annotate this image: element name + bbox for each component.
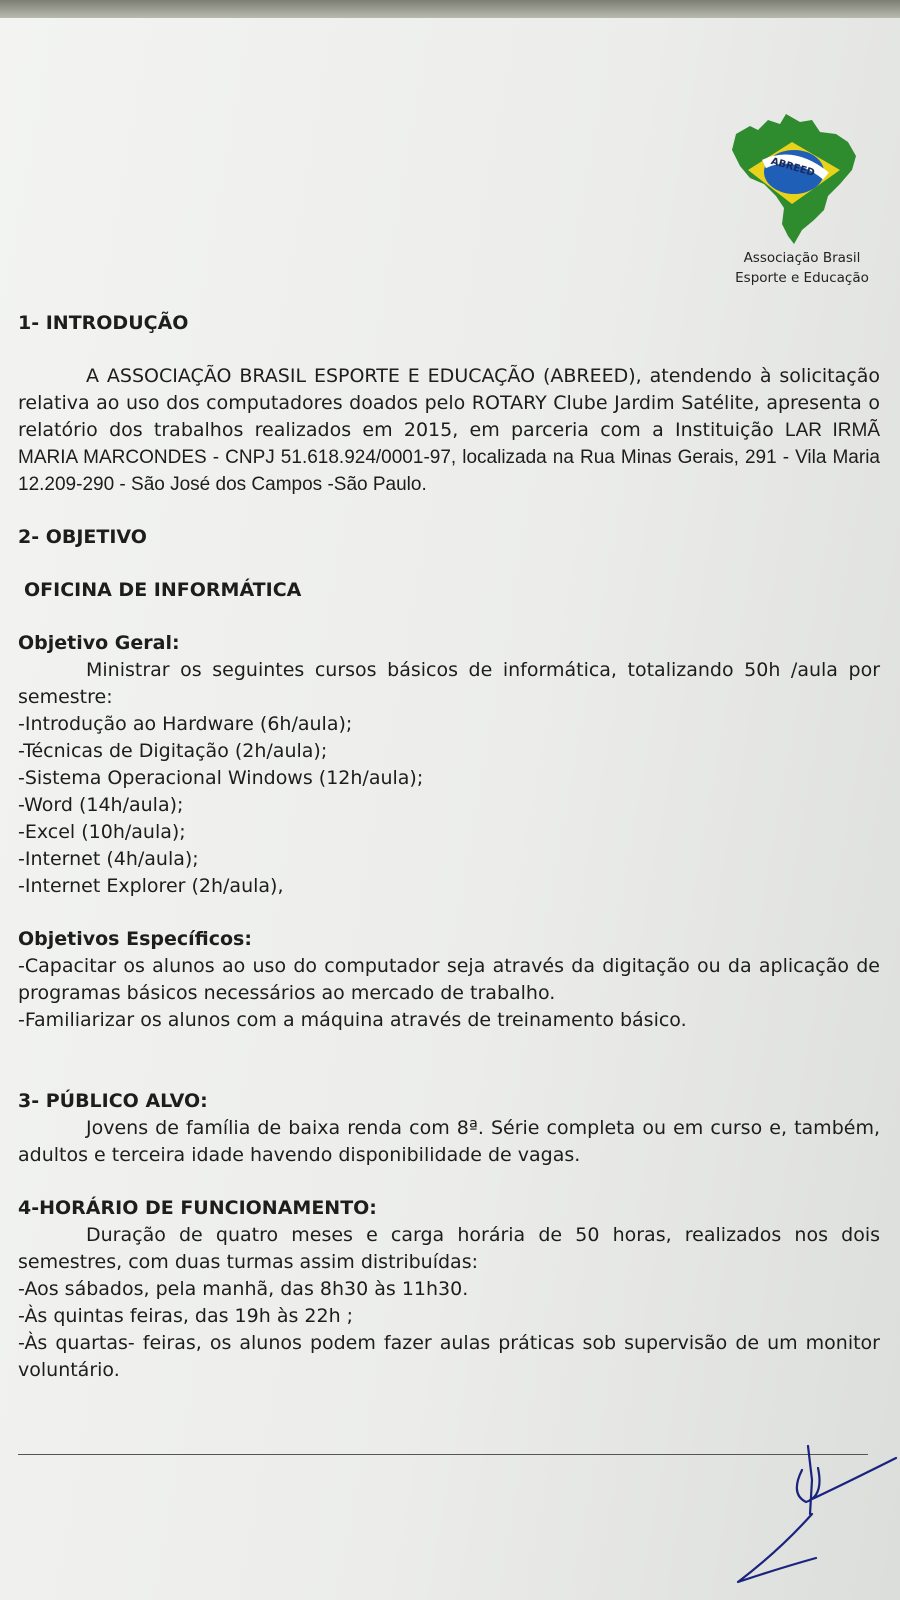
introduction-text-b: LAR IRMÃ MARIA MARCONDES - CNPJ 51.618.924/0001-97, localizada na Rua Minas Gerais, 291 - Vila Maria 12.209-290 - São José dos Campos -São Paulo. (18, 420, 881, 495)
section-audience (18, 1088, 880, 1169)
course-list (18, 711, 880, 900)
section-introduction (18, 310, 880, 498)
schedule-heading: 4-HORÁRIO DE FUNCIONAMENTO: (18, 1197, 377, 1219)
course-item: -Técnicas de Digitação (2h/aula); (18, 740, 328, 762)
logo-caption-line1: Associação Brasil (743, 250, 861, 266)
audience-heading: 3- PÚBLICO ALVO: (18, 1090, 208, 1112)
signature-mark (720, 1440, 900, 1590)
schedule-list (18, 1276, 880, 1384)
course-item: -Word (14h/aula); (18, 794, 184, 816)
objective-heading: 2- OBJETIVO (18, 526, 147, 548)
course-item: -Internet Explorer (2h/aula), (18, 875, 284, 897)
spacer (18, 1034, 880, 1088)
introduction-text-a: A ASSOCIAÇÃO BRASIL ESPORTE E EDUCAÇÃO (ABREED), atendendo à solicitação relativa ao uso dos computadores doados pelo ROTARY Clube Jardim Satélite, apresenta o relatório dos trabalhos realizados em 2015, em parceria com a Instituição (18, 365, 880, 441)
signature-stroke (738, 1446, 896, 1582)
page-top-shadow (0, 0, 900, 18)
course-item: -Introdução ao Hardware (6h/aula); (18, 713, 353, 735)
schedule-item: -Às quintas feiras, das 19h às 22h ; (18, 1305, 354, 1327)
audience-text: Jovens de família de baixa renda com 8ª. Série completa ou em curso e, também, adultos e terceira idade havendo disponibilidade de vagas. (18, 1117, 880, 1166)
document-body (18, 310, 880, 1384)
signature (720, 1440, 900, 1590)
specific-objectives-list (18, 953, 880, 1034)
introduction-paragraph (18, 363, 880, 498)
schedule-text: Duração de quatro meses e carga horária de 50 horas, realizados nos dois semestres, com duas turmas assim distribuídas: (18, 1224, 880, 1273)
workshop-heading: OFICINA DE INFORMÁTICA (24, 579, 302, 601)
general-objective-title: Objetivo Geral: (18, 632, 180, 654)
brazil-map-icon (728, 104, 876, 254)
schedule-item: -Aos sábados, pela manhã, das 8h30 às 11h30. (18, 1278, 469, 1300)
general-objective-text: Ministrar os seguintes cursos básicos de informática, totalizando 50h /aula por semestre: (18, 659, 880, 708)
specific-objective-item: -Capacitar os alunos ao uso do computador seja através da digitação ou da aplicação de programas básicos necessários ao mercado de trabalho. (18, 955, 880, 1004)
specific-objective-item: -Familiarizar os alunos com a máquina através de treinamento básico. (18, 1009, 687, 1031)
specific-objectives-title: Objetivos Específicos: (18, 928, 252, 950)
schedule-item: -Às quartas- feiras, os alunos podem fazer aulas práticas sob supervisão de um monitor voluntário. (18, 1332, 880, 1381)
course-item: -Internet (4h/aula); (18, 848, 199, 870)
introduction-heading: 1- INTRODUÇÃO (18, 312, 189, 334)
course-item: -Excel (10h/aula); (18, 821, 186, 843)
abreed-logo (728, 104, 876, 284)
logo-badge-text: ABREED (769, 156, 816, 180)
logo-caption-line2: Esporte e Educação (735, 270, 869, 286)
course-item: -Sistema Operacional Windows (12h/aula); (18, 767, 424, 789)
section-objective (18, 524, 880, 1034)
section-schedule (18, 1195, 880, 1384)
